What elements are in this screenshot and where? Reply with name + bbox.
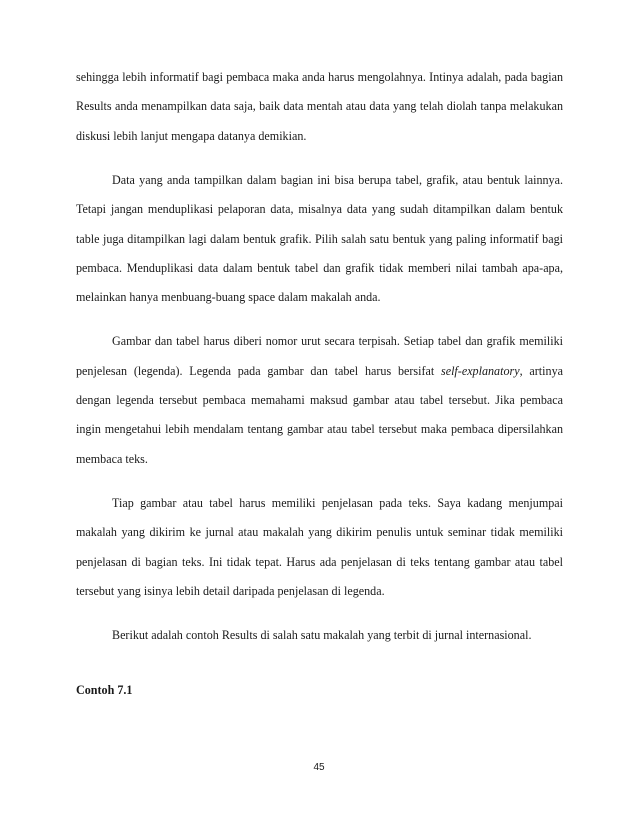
paragraph-figure-numbering-start: Gambar dan tabel harus diberi nomor urut secara terpisah. Setiap tabel dan grafik memiliki penjelesan (legenda). Legenda pada gambar dan tabel harus bersifat bbox=[76, 334, 563, 378]
example-heading: Contoh 7.1 bbox=[76, 683, 133, 697]
body-text bbox=[76, 63, 563, 650]
paragraph-example-intro: Berikut adalah contoh Results di salah satu makalah yang terbit di jurnal internasional. bbox=[112, 627, 532, 642]
paragraph-figure-numbering bbox=[76, 327, 563, 474]
page-number: 45 bbox=[313, 762, 325, 773]
emphasis-self-explanatory: self-explanatory bbox=[441, 363, 520, 378]
paragraph-figure-numbering-end: , artinya dengan legenda tersebut pembaca memahami maksud gambar atau tabel tersebut. Jika pembaca ingin mengetahui lebih mendalam tentang gambar atau tabel tersebut maka pembaca dipersilahkan membaca teks. bbox=[76, 363, 563, 466]
paragraph-continuation: sehingga lebih informatif bagi pembaca maka anda harus mengolahnya. Intinya adalah, pada bagian Results anda menampilkan data saja, baik data mentah atau data yang telah diolah tanpa melakukan diskusi lebih lanjut mengapa datanya demikian. bbox=[76, 70, 563, 143]
paragraph-data-display: Data yang anda tampilkan dalam bagian ini bisa berupa tabel, grafik, atau bentuk lainnya. Tetapi jangan menduplikasi pelaporan data, misalnya data yang sudah ditampilkan dalam bentuk table juga ditampilkan lagi dalam bentuk grafik. Pilih salah satu bentuk yang paling informatif bagi pembaca. Menduplikasi data dalam bentuk tabel dan grafik tidak memberi nilai tambah apa-apa, melainkan hanya menbuang-buang space dalam makalah anda. bbox=[76, 172, 563, 305]
paragraph-figure-explanation: Tiap gambar atau tabel harus memiliki penjelasan pada teks. Saya kadang menjumpai makalah yang dikirim ke jurnal atau makalah yang dikirim penulis untuk seminar tidak memiliki penjelasan di bagian teks. Ini tidak tepat. Harus ada penjelasan di teks tentang gambar atau tabel tersebut yang isinya lebih detail daripada penjelasan di legenda. bbox=[76, 495, 563, 598]
